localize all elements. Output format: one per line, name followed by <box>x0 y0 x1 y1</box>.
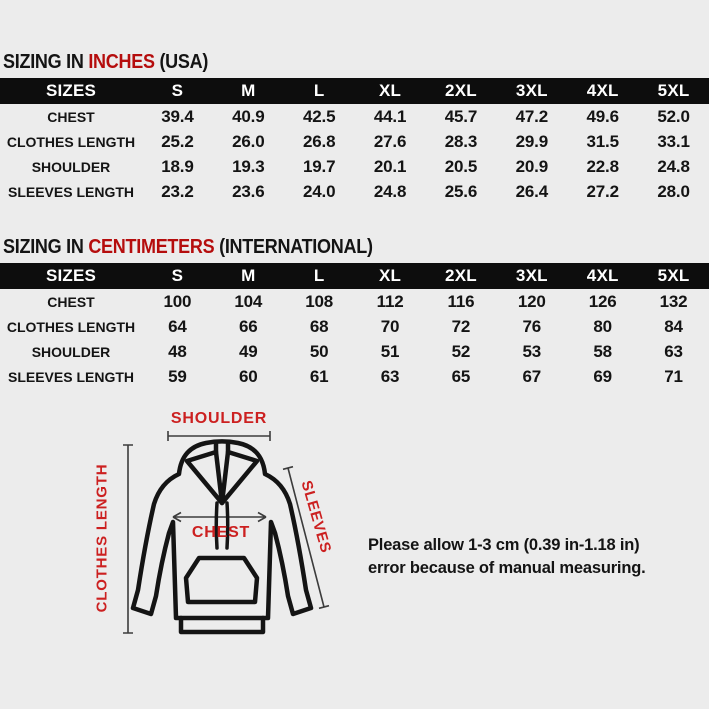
measurement-row <box>0 339 709 364</box>
measurement-value: 48 <box>168 341 187 361</box>
measurement-value: 100 <box>163 291 192 311</box>
measurement-value: 71 <box>664 366 683 386</box>
right-lapel <box>222 452 257 503</box>
col-header-xl: XL <box>355 78 426 104</box>
col-header-sizes: SIZES <box>0 78 142 104</box>
measurement-value: 44.1 <box>373 106 407 126</box>
measurement-value: 49 <box>239 341 258 361</box>
clothes-length-measure-line <box>123 445 133 633</box>
measurement-value: 39.4 <box>161 106 194 126</box>
measurement-value: 42.5 <box>303 106 336 126</box>
measurement-value: 24.8 <box>373 181 407 201</box>
col-header-s: S <box>142 78 213 104</box>
title-highlight: INCHES <box>88 51 155 73</box>
left-lapel <box>187 452 222 503</box>
measurement-value: 20.9 <box>515 156 548 176</box>
measurement-value: 23.2 <box>161 181 194 201</box>
measurement-row <box>0 314 709 339</box>
row-label: SLEEVES LENGTH <box>7 183 135 200</box>
section-title-centimeters <box>3 236 373 259</box>
title-highlight: CENTIMETERS <box>88 236 215 258</box>
col-header-m: M <box>213 263 284 289</box>
measurement-value: 24.0 <box>303 181 336 201</box>
measurement-value: 53 <box>522 341 542 361</box>
measuring-note <box>368 534 645 580</box>
section-title-inches <box>3 51 208 74</box>
measurement-value: 20.5 <box>444 156 478 176</box>
measurement-value: 52 <box>451 341 471 361</box>
col-header-m: M <box>213 78 284 104</box>
row-label: SHOULDER <box>31 158 111 175</box>
measurement-value: 33.1 <box>657 131 690 151</box>
measurement-value: 28.3 <box>444 131 478 151</box>
measurement-value: 28.0 <box>657 181 690 201</box>
measurement-value: 108 <box>305 291 334 311</box>
measurement-value: 45.7 <box>444 106 478 126</box>
measurement-row <box>0 364 709 389</box>
measurement-value: 132 <box>659 291 688 311</box>
measurement-value: 76 <box>522 316 542 336</box>
measurement-value: 22.8 <box>586 156 619 176</box>
measurement-value: 24.8 <box>657 156 690 176</box>
measurement-value: 60 <box>239 366 258 386</box>
measurement-value: 84 <box>664 316 683 336</box>
measurement-value: 19.7 <box>303 156 336 176</box>
measurement-value: 27.2 <box>586 181 619 201</box>
measurement-value: 64 <box>168 316 187 336</box>
row-label: SHOULDER <box>31 343 111 360</box>
measurement-value: 18.9 <box>161 156 194 176</box>
measurement-value: 20.1 <box>373 156 407 176</box>
measurement-value: 120 <box>517 291 546 311</box>
measurement-row <box>0 104 709 129</box>
measurement-value: 72 <box>451 316 471 336</box>
measurement-value: 47.2 <box>515 106 548 126</box>
title-prefix: SIZING IN <box>3 236 89 258</box>
measurement-value: 19.3 <box>232 156 265 176</box>
measuring-note-line1: Please allow 1-3 cm (0.39 in-1.18 in) <box>368 536 640 554</box>
col-header-sizes: SIZES <box>0 263 142 289</box>
measurement-value: 63 <box>664 341 683 361</box>
measurement-value: 26.8 <box>303 131 336 151</box>
measurement-value: 25.2 <box>161 131 194 151</box>
measurement-value: 116 <box>447 291 475 311</box>
col-header-l: L <box>284 263 355 289</box>
shoulder-label: SHOULDER <box>170 410 268 427</box>
col-header-2xl: 2XL <box>426 263 497 289</box>
row-label: CHEST <box>47 108 95 125</box>
measurement-value: 26.4 <box>515 181 548 201</box>
measurement-value: 27.6 <box>373 131 407 151</box>
col-header-5xl: 5XL <box>638 78 709 104</box>
measurement-value: 58 <box>593 341 612 361</box>
measurement-value: 63 <box>380 366 400 386</box>
clothes-length-label: CLOTHES LENGTH <box>93 463 111 613</box>
col-header-l: L <box>284 78 355 104</box>
sizing-table-centimeters <box>0 263 709 389</box>
measurement-value: 25.6 <box>444 181 478 201</box>
size-header-row <box>0 78 709 104</box>
measurement-row <box>0 179 709 204</box>
col-header-4xl: 4XL <box>567 263 638 289</box>
chest-measure-arrow <box>173 513 266 522</box>
sizing-table-inches <box>0 78 709 204</box>
measurement-value: 59 <box>168 366 187 386</box>
measurement-value: 69 <box>593 366 612 386</box>
measurement-row <box>0 129 709 154</box>
title-prefix: SIZING IN <box>3 51 89 73</box>
measurement-value: 51 <box>380 341 400 361</box>
measuring-note-line2: error because of manual measuring. <box>368 559 646 577</box>
measurement-value: 112 <box>376 291 404 311</box>
size-header-row <box>0 263 709 289</box>
measurement-value: 49.6 <box>586 106 619 126</box>
row-label: CLOTHES LENGTH <box>6 318 136 335</box>
col-header-5xl: 5XL <box>638 263 709 289</box>
measurement-value: 31.5 <box>586 131 619 151</box>
measurement-value: 65 <box>451 366 471 386</box>
measurement-value: 68 <box>309 316 329 336</box>
col-header-3xl: 3XL <box>496 263 567 289</box>
measurement-value: 26.0 <box>232 131 265 151</box>
measurement-value: 80 <box>593 316 612 336</box>
row-label: CLOTHES LENGTH <box>6 133 136 150</box>
measurement-value: 29.9 <box>515 131 548 151</box>
measurement-value: 61 <box>309 366 329 386</box>
title-suffix: (INTERNATIONAL) <box>214 236 373 258</box>
col-header-2xl: 2XL <box>426 78 497 104</box>
measurement-value: 52.0 <box>657 106 690 126</box>
measurement-row <box>0 154 709 179</box>
measurement-value: 23.6 <box>232 181 265 201</box>
col-header-s: S <box>142 263 213 289</box>
measurement-value: 50 <box>309 341 329 361</box>
measurement-value: 126 <box>588 291 617 311</box>
title-suffix: (USA) <box>154 51 209 73</box>
col-header-3xl: 3XL <box>496 78 567 104</box>
kangaroo-pocket <box>186 558 257 602</box>
col-header-4xl: 4XL <box>567 78 638 104</box>
row-label: SLEEVES LENGTH <box>7 368 135 385</box>
row-label: CHEST <box>47 293 95 310</box>
measurement-value: 66 <box>239 316 258 336</box>
measurement-value: 67 <box>522 366 542 386</box>
measurement-value: 70 <box>380 316 400 336</box>
measurement-value: 104 <box>234 291 263 311</box>
measurement-row <box>0 289 709 314</box>
measurement-value: 40.9 <box>232 106 265 126</box>
sleeves-label: SLEEVES <box>297 478 335 556</box>
col-header-xl: XL <box>355 263 426 289</box>
chest-label: CHEST <box>191 524 251 541</box>
